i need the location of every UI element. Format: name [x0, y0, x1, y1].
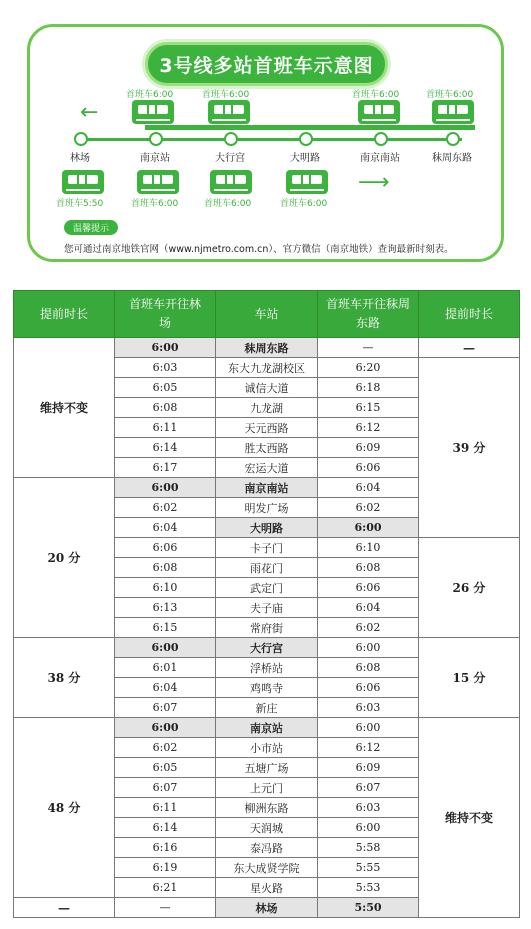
train-time-label: 首班车6:00 — [352, 90, 400, 100]
station-label: 大行宫 — [215, 153, 245, 164]
station-dot — [149, 132, 163, 146]
time-to-mozhou: 6:12 — [318, 418, 419, 438]
time-to-linchang: 6:04 — [115, 518, 216, 538]
station-cell: 卡子门 — [216, 538, 318, 558]
station-cell: 柳洲东路 — [216, 798, 318, 818]
time-to-linchang: 6:14 — [115, 818, 216, 838]
time-to-mozhou: 6:07 — [318, 778, 419, 798]
train-icon — [137, 170, 179, 194]
train-icon — [132, 100, 174, 124]
advance-right-cell: — — [419, 338, 520, 358]
time-to-linchang: 6:17 — [115, 458, 216, 478]
header-advance-left: 提前时长 — [14, 291, 115, 338]
time-to-mozhou: 6:09 — [318, 438, 419, 458]
time-to-mozhou: 6:20 — [318, 358, 419, 378]
time-to-linchang: 6:10 — [115, 578, 216, 598]
time-to-mozhou: 6:15 — [318, 398, 419, 418]
diagram-title: 3号线多站首班车示意图 — [145, 42, 388, 86]
train-time-label: 首班车6:00 — [280, 199, 328, 209]
diagram-bar — [145, 125, 475, 130]
time-to-mozhou: 6:08 — [318, 658, 419, 678]
train-time-label: 首班车5:50 — [56, 199, 104, 209]
train-icon — [432, 100, 474, 124]
time-to-linchang: 6:00 — [115, 338, 216, 358]
tip-badge: 温馨提示 — [64, 220, 118, 235]
time-to-linchang: 6:06 — [115, 538, 216, 558]
train-time-label: 首班车6:00 — [202, 90, 250, 100]
station-label: 林场 — [70, 153, 90, 164]
time-to-mozhou: 6:18 — [318, 378, 419, 398]
tip-text: 您可通过南京地铁官网（www.njmetro.com.cn）、官方微信（南京地铁）查询最新时刻表。 — [64, 244, 454, 255]
header-first-train-linchang: 首班车开往林场 — [115, 291, 216, 338]
advance-right-cell: 15 分 — [419, 638, 520, 718]
station-cell: 雨花门 — [216, 558, 318, 578]
time-to-linchang: — — [115, 898, 216, 918]
train-icon — [358, 100, 400, 124]
time-to-linchang: 6:07 — [115, 698, 216, 718]
advance-right-cell: 39 分 — [419, 358, 520, 538]
station-dot — [224, 132, 238, 146]
station-dot — [446, 132, 460, 146]
time-to-mozhou: 5:58 — [318, 838, 419, 858]
time-to-mozhou: 6:08 — [318, 558, 419, 578]
time-to-linchang: 6:08 — [115, 398, 216, 418]
time-to-linchang: 6:04 — [115, 678, 216, 698]
station-cell: 五塘广场 — [216, 758, 318, 778]
station-cell: 诚信大道 — [216, 378, 318, 398]
time-to-linchang: 6:02 — [115, 738, 216, 758]
time-to-mozhou: 6:02 — [318, 618, 419, 638]
station-dot — [299, 132, 313, 146]
time-to-mozhou: 6:00 — [318, 518, 419, 538]
time-to-linchang: 6:13 — [115, 598, 216, 618]
time-to-mozhou: 6:00 — [318, 718, 419, 738]
time-to-mozhou: 6:12 — [318, 738, 419, 758]
train-time-label: 首班车6:00 — [126, 90, 174, 100]
station-cell: 浮桥站 — [216, 658, 318, 678]
time-to-mozhou: 6:06 — [318, 458, 419, 478]
time-to-mozhou: 5:55 — [318, 858, 419, 878]
train-icon — [286, 170, 328, 194]
time-to-linchang: 6:14 — [115, 438, 216, 458]
time-to-linchang: 6:00 — [115, 638, 216, 658]
train-time-label: 首班车6:00 — [204, 199, 252, 209]
train-icon — [208, 100, 250, 124]
time-to-mozhou: 6:03 — [318, 698, 419, 718]
station-cell: 小市站 — [216, 738, 318, 758]
station-cell: 东大九龙湖校区 — [216, 358, 318, 378]
time-to-mozhou: 5:50 — [318, 898, 419, 918]
train-icon — [210, 170, 252, 194]
time-to-mozhou: 6:09 — [318, 758, 419, 778]
station-cell: 夫子庙 — [216, 598, 318, 618]
station-label: 秣周东路 — [432, 153, 472, 164]
time-to-linchang: 6:02 — [115, 498, 216, 518]
station-cell: 天元西路 — [216, 418, 318, 438]
time-to-linchang: 6:05 — [115, 378, 216, 398]
station-cell: 星火路 — [216, 878, 318, 898]
time-to-mozhou: 6:03 — [318, 798, 419, 818]
time-to-mozhou: 6:04 — [318, 598, 419, 618]
time-to-mozhou: 5:53 — [318, 878, 419, 898]
time-to-linchang: 6:03 — [115, 358, 216, 378]
station-dot — [374, 132, 388, 146]
time-to-mozhou: — — [318, 338, 419, 358]
time-to-linchang: 6:08 — [115, 558, 216, 578]
station-cell: 宏运大道 — [216, 458, 318, 478]
time-to-linchang: 6:19 — [115, 858, 216, 878]
time-to-linchang: 6:00 — [115, 718, 216, 738]
table-header-row — [14, 291, 520, 338]
time-to-linchang: 6:11 — [115, 418, 216, 438]
station-label: 大明路 — [290, 153, 320, 164]
train-time-label: 首班车6:00 — [426, 90, 474, 100]
station-cell: 秣周东路 — [216, 338, 318, 358]
time-to-mozhou: 6:02 — [318, 498, 419, 518]
time-to-linchang: 6:01 — [115, 658, 216, 678]
time-to-mozhou: 6:06 — [318, 578, 419, 598]
station-dot — [74, 132, 88, 146]
time-to-mozhou: 6:00 — [318, 818, 419, 838]
advance-left-cell: 38 分 — [14, 638, 115, 718]
station-cell: 东大成贤学院 — [216, 858, 318, 878]
arrow-right-icon: ⟶ — [358, 170, 390, 195]
station-cell: 泰冯路 — [216, 838, 318, 858]
time-to-mozhou: 6:00 — [318, 638, 419, 658]
advance-left-cell: — — [14, 898, 115, 918]
advance-right-cell: 26 分 — [419, 538, 520, 638]
time-to-linchang: 6:00 — [115, 478, 216, 498]
station-cell: 常府街 — [216, 618, 318, 638]
metro-line — [79, 138, 462, 141]
station-cell: 天润城 — [216, 818, 318, 838]
time-to-linchang: 6:21 — [115, 878, 216, 898]
time-to-linchang: 6:05 — [115, 758, 216, 778]
time-to-linchang: 6:11 — [115, 798, 216, 818]
station-cell: 大明路 — [216, 518, 318, 538]
time-to-mozhou: 6:06 — [318, 678, 419, 698]
train-icon — [62, 170, 104, 194]
station-cell: 林场 — [216, 898, 318, 918]
header-station: 车站 — [216, 291, 318, 338]
advance-left-cell: 20 分 — [14, 478, 115, 638]
time-to-mozhou: 6:04 — [318, 478, 419, 498]
time-to-linchang: 6:15 — [115, 618, 216, 638]
station-cell: 鸡鸣寺 — [216, 678, 318, 698]
station-cell: 武定门 — [216, 578, 318, 598]
first-train-table — [13, 290, 520, 918]
advance-left-cell: 48 分 — [14, 718, 115, 898]
table-row — [14, 718, 520, 738]
time-to-linchang: 6:07 — [115, 778, 216, 798]
table-row — [14, 338, 520, 358]
station-cell: 南京站 — [216, 718, 318, 738]
advance-left-cell: 维持不变 — [14, 338, 115, 478]
train-time-label: 首班车6:00 — [131, 199, 179, 209]
station-cell: 上元门 — [216, 778, 318, 798]
header-first-train-mozhou: 首班车开往秣周东路 — [318, 291, 419, 338]
station-label: 南京站 — [140, 153, 170, 164]
advance-right-cell: 维持不变 — [419, 718, 520, 918]
station-cell: 大行宫 — [216, 638, 318, 658]
station-cell: 南京南站 — [216, 478, 318, 498]
station-cell: 九龙湖 — [216, 398, 318, 418]
station-cell: 明发广场 — [216, 498, 318, 518]
arrow-left-icon: ← — [80, 100, 99, 125]
station-label: 南京南站 — [360, 153, 400, 164]
table-row — [14, 638, 520, 658]
time-to-linchang: 6:16 — [115, 838, 216, 858]
station-cell: 胜太西路 — [216, 438, 318, 458]
station-cell: 新庄 — [216, 698, 318, 718]
time-to-mozhou: 6:10 — [318, 538, 419, 558]
header-advance-right: 提前时长 — [419, 291, 520, 338]
